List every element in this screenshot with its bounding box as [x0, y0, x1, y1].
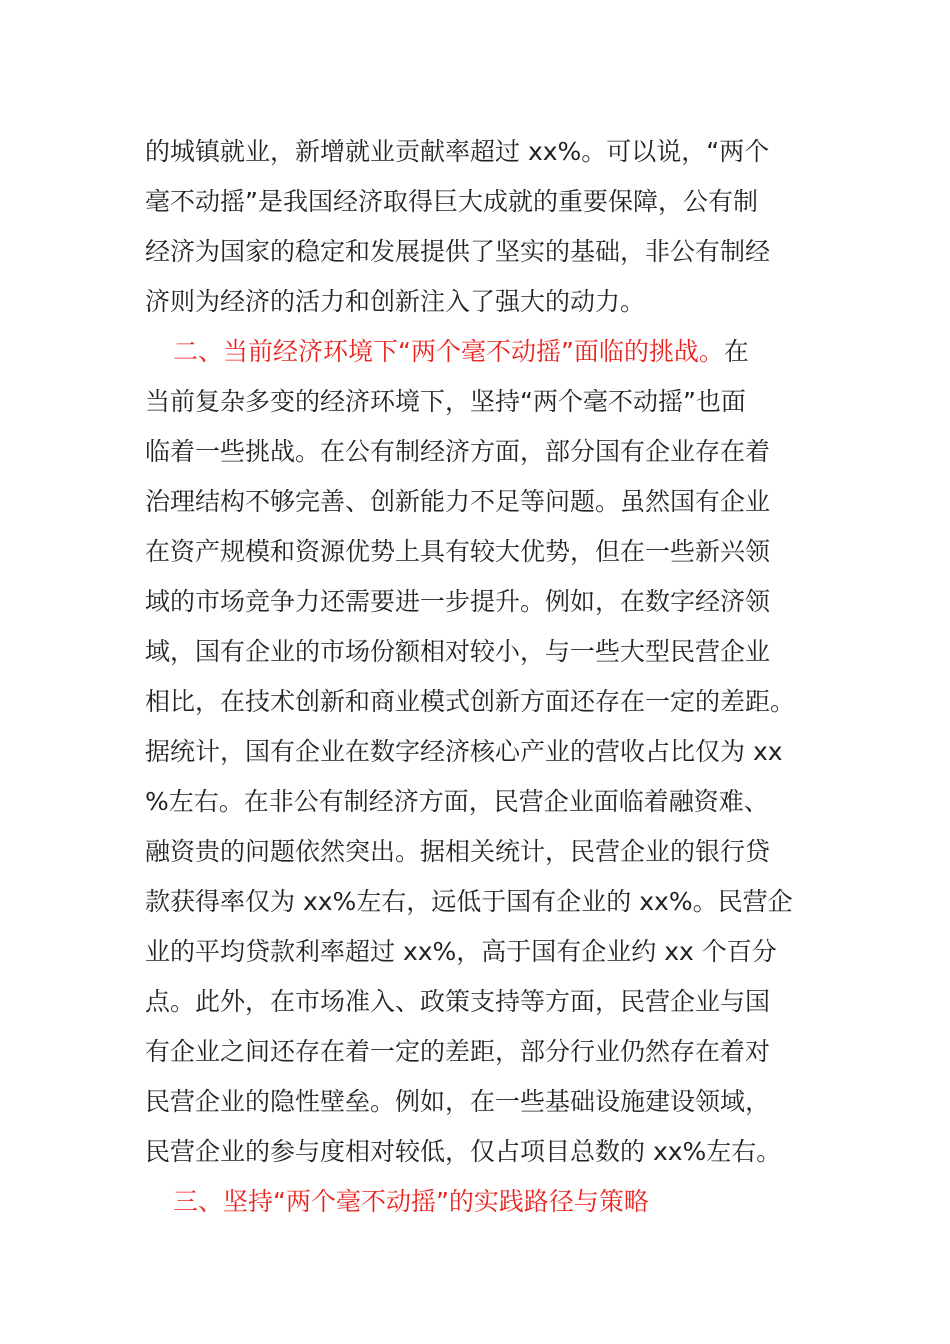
body-line: 有企业之间还存在着一定的差距，部分行业仍然存在着对: [145, 1037, 771, 1066]
body-line: 域，国有企业的市场份额相对较小，与一些大型民营企业: [145, 637, 771, 666]
body-line: 民营企业的隐性壁垒。例如，在一些基础设施建设领域，: [145, 1087, 771, 1116]
body-line: 当前复杂多变的经济环境下，坚持“两个毫不动摇”也面: [145, 387, 746, 416]
section-2-first-line: [145, 327, 805, 377]
body-line: 民营企业的参与度相对较低，仅占项目总数的 xx%左右。: [145, 1137, 782, 1166]
body-line: 治理结构不够完善、创新能力不足等问题。虽然国有企业: [145, 487, 771, 516]
section-3-heading: 三、坚持“两个毫不动摇”的实践路径与策略: [173, 1187, 649, 1216]
body-line: 款获得率仅为 xx%左右，远低于国有企业的 xx%。民营企: [145, 887, 793, 916]
body-line: 经济为国家的稳定和发展提供了坚实的基础，非公有制经: [145, 237, 771, 266]
body-line: 的城镇就业，新增就业贡献率超过 xx%。可以说，“两个: [145, 137, 770, 166]
body-line: 域的市场竞争力还需要进一步提升。例如，在数字经济领: [145, 587, 771, 616]
document-page: [145, 127, 805, 1227]
body-line: 相比，在技术创新和商业模式创新方面还存在一定的差距。: [145, 687, 796, 716]
body-line: 据统计，国有企业在数字经济核心产业的营收占比仅为 xx: [145, 737, 783, 766]
body-line: 点。此外，在市场准入、政策支持等方面，民营企业与国: [145, 987, 771, 1016]
body-line: 临着一些挑战。在公有制经济方面，部分国有企业存在着: [145, 437, 771, 466]
body-line: 业的平均贷款利率超过 xx%，高于国有企业约 xx 个百分: [145, 937, 777, 966]
body-line: 毫不动摇”是我国经济取得巨大成就的重要保障，公有制: [145, 187, 758, 216]
section-2-first-line-rest: 在: [723, 337, 749, 366]
section-2-heading: 二、当前经济环境下“两个毫不动摇”面临的挑战。: [173, 337, 724, 366]
body-line: %左右。在非公有制经济方面，民营企业面临着融资难、: [145, 787, 769, 816]
body-line: 融资贵的问题依然突出。据相关统计，民营企业的银行贷: [145, 837, 771, 866]
body-line: 济则为经济的活力和创新注入了强大的动力。: [145, 287, 646, 316]
body-line: 在资产规模和资源优势上具有较大优势，但在一些新兴领: [145, 537, 771, 566]
